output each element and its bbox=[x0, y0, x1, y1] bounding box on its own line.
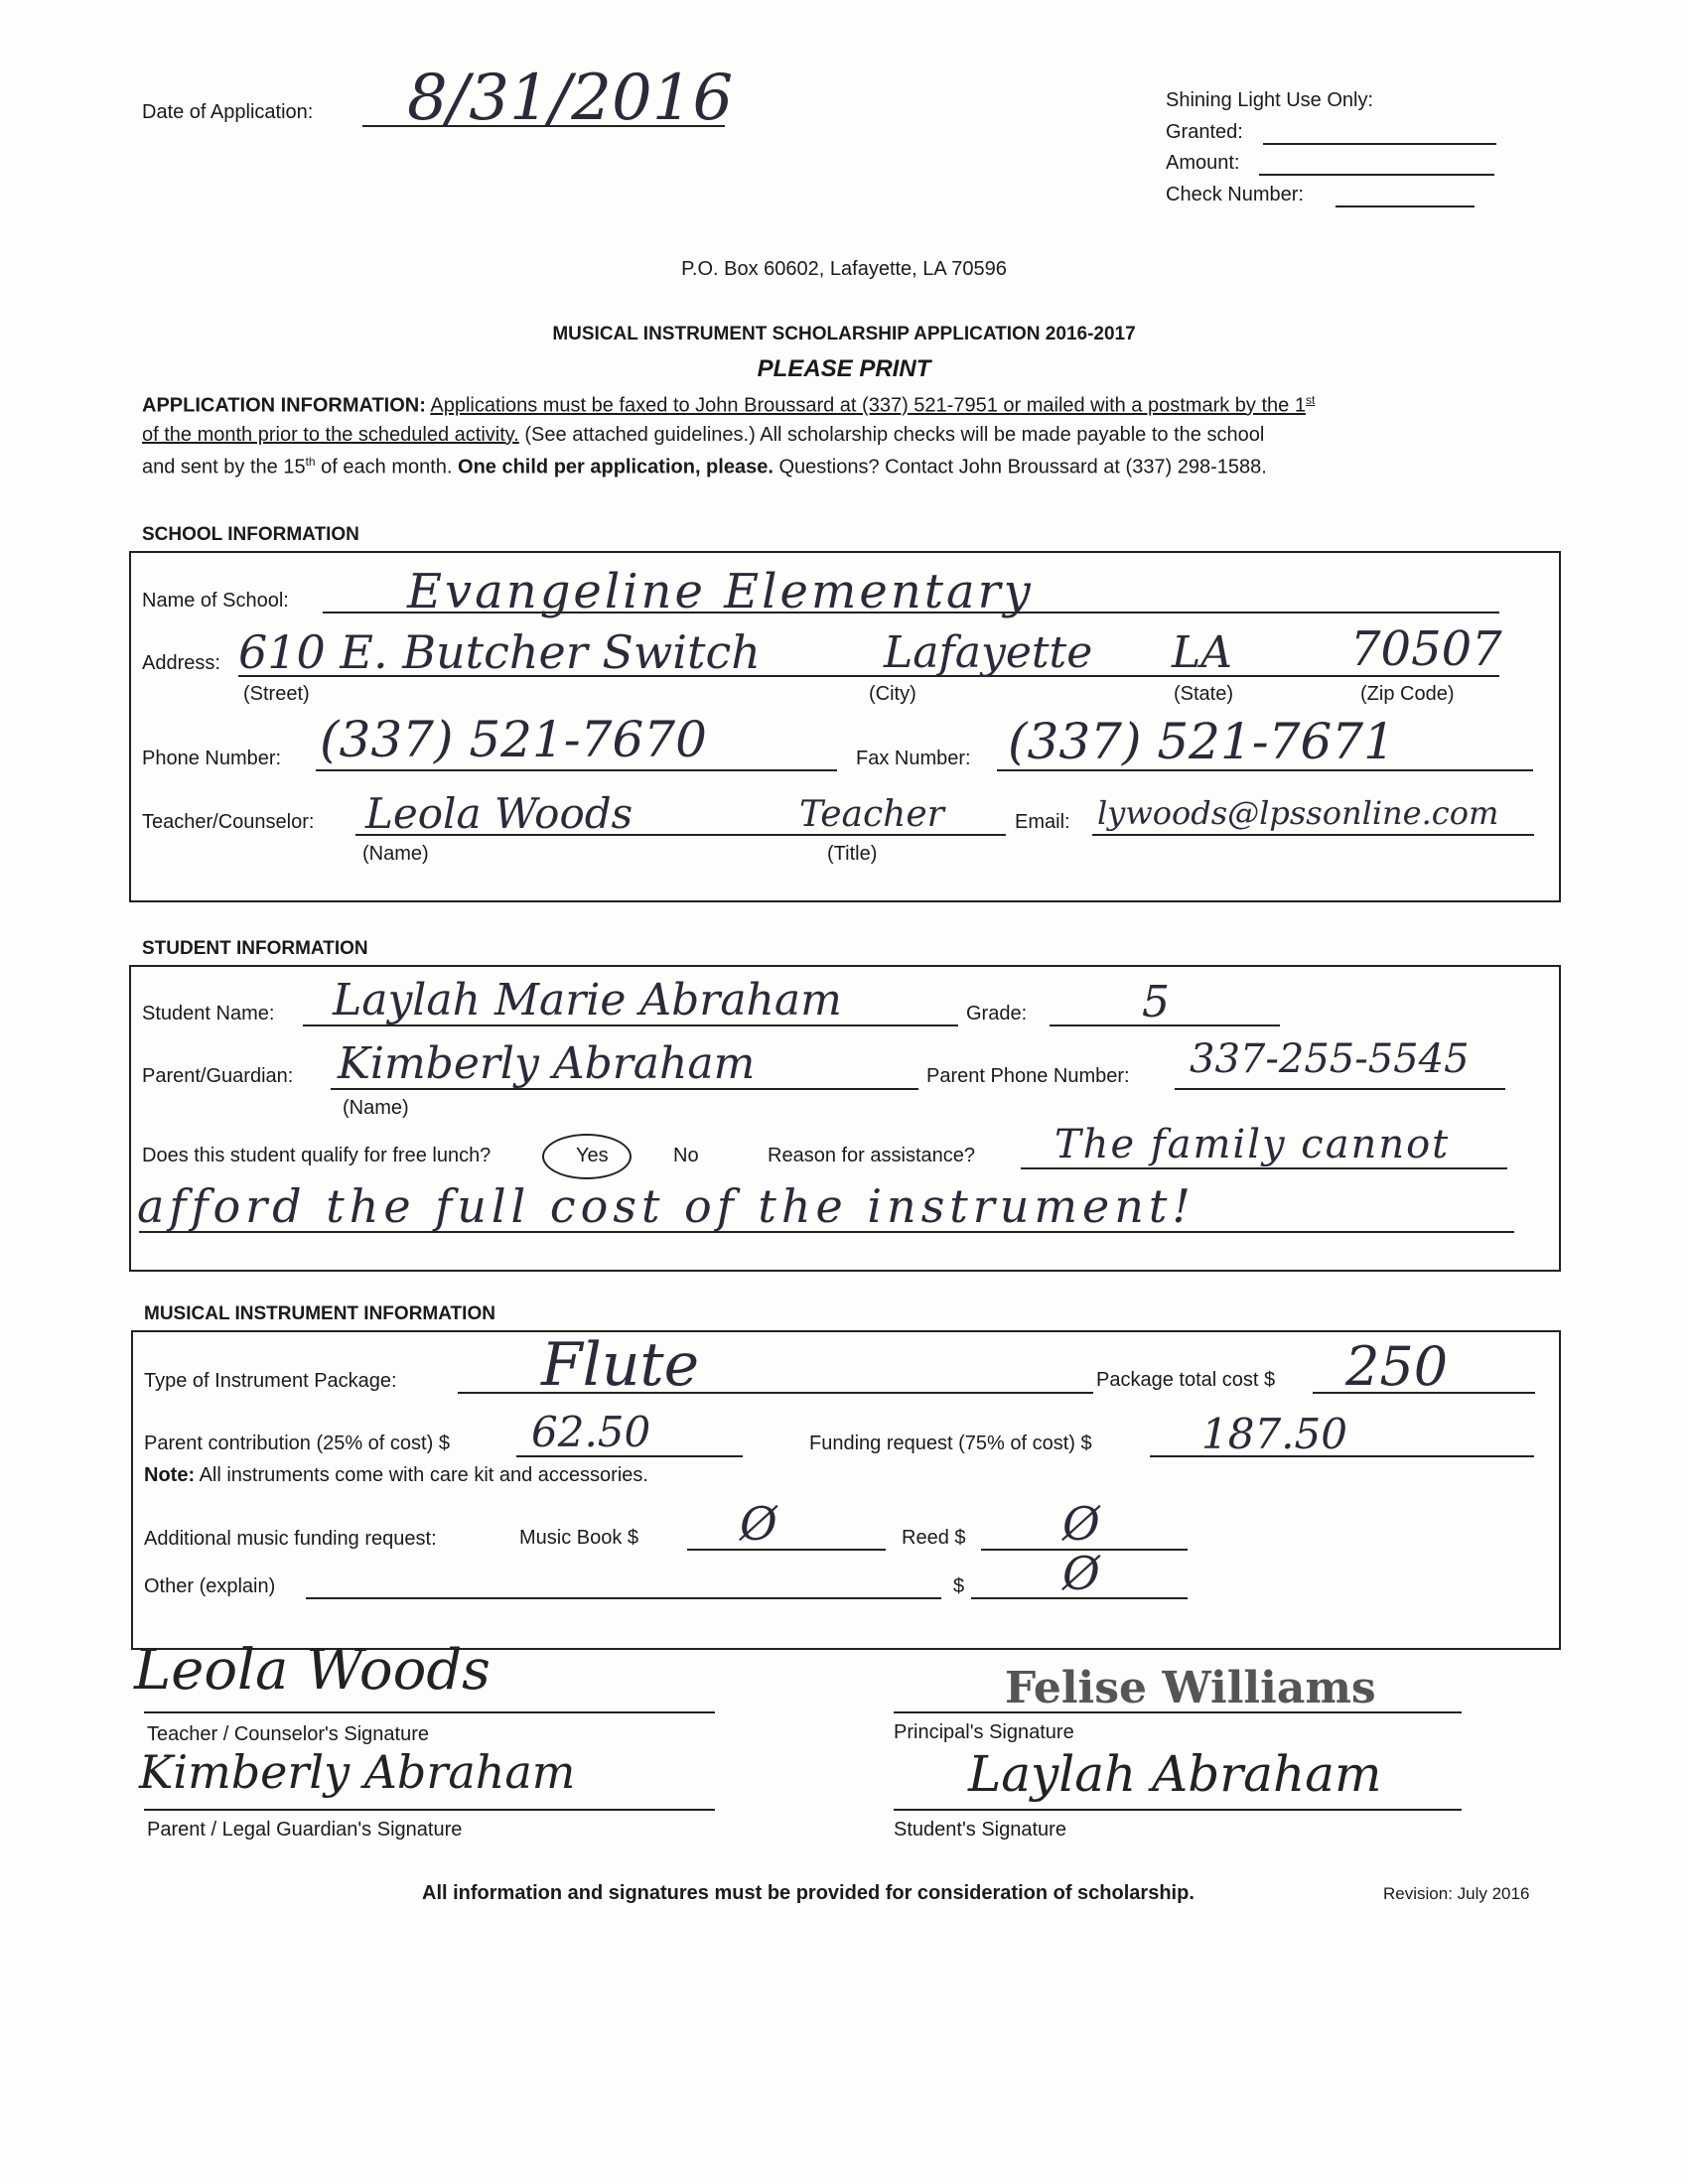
parent-signature-caption: Parent / Legal Guardian's Signature bbox=[147, 1819, 463, 1841]
app-info-label: APPLICATION INFORMATION: bbox=[142, 394, 426, 417]
package-total-label: Package total cost $ bbox=[1096, 1369, 1276, 1391]
parent-label: Parent/Guardian: bbox=[142, 1065, 294, 1087]
note-line bbox=[144, 1464, 648, 1487]
note-label: Note: bbox=[144, 1464, 196, 1486]
parent-signature-line[interactable] bbox=[144, 1809, 715, 1811]
parent-signature: Kimberly Abraham bbox=[139, 1745, 576, 1799]
reason-line-1[interactable] bbox=[1021, 1167, 1507, 1169]
office-use-title: Shining Light Use Only: bbox=[1166, 89, 1374, 111]
zip-caption: (Zip Code) bbox=[1360, 683, 1455, 705]
grade-value[interactable]: 5 bbox=[1142, 977, 1170, 1027]
app-info-underlined-1: Applications must be faxed to John Broussard at (337) 521-7951 or mailed with a postmark by the 1 bbox=[430, 394, 1306, 417]
teacher-title-value[interactable]: Teacher bbox=[799, 794, 944, 835]
principal-signature-line[interactable] bbox=[894, 1711, 1462, 1713]
app-info-line1 bbox=[142, 393, 1315, 418]
state-value[interactable]: LA bbox=[1172, 627, 1232, 678]
reed-value[interactable]: Ø bbox=[1062, 1497, 1100, 1551]
fax-value[interactable]: (337) 521-7671 bbox=[1008, 713, 1395, 770]
date-label: Date of Application: bbox=[142, 101, 314, 123]
teacher-name-value[interactable]: Leola Woods bbox=[365, 789, 633, 838]
app-info-line2 bbox=[142, 424, 1264, 447]
street-caption: (Street) bbox=[243, 683, 310, 705]
city-caption: (City) bbox=[869, 683, 916, 705]
app-info-sup-st: st bbox=[1305, 393, 1316, 407]
org-address: P.O. Box 60602, Lafayette, LA 70596 bbox=[681, 258, 1007, 280]
date-value[interactable]: 8/31/2016 bbox=[407, 62, 734, 135]
check-number-label: Check Number: bbox=[1166, 184, 1304, 205]
parent-phone-label: Parent Phone Number: bbox=[926, 1065, 1130, 1087]
other-label: Other (explain) bbox=[144, 1575, 276, 1597]
student-signature-line[interactable] bbox=[894, 1809, 1462, 1811]
app-info-sup-th: th bbox=[305, 455, 316, 469]
city-value[interactable]: Lafayette bbox=[884, 627, 1093, 678]
teacher-signature: Leola Woods bbox=[134, 1638, 491, 1703]
state-caption: (State) bbox=[1174, 683, 1234, 705]
parent-name-caption: (Name) bbox=[343, 1097, 409, 1119]
granted-label: Granted: bbox=[1166, 121, 1243, 143]
phone-line[interactable] bbox=[316, 769, 837, 771]
teacher-signature-line[interactable] bbox=[144, 1711, 715, 1713]
grade-label: Grade: bbox=[966, 1003, 1028, 1024]
app-info-text-3b: of each month. bbox=[315, 456, 459, 478]
school-name-label: Name of School: bbox=[142, 590, 289, 612]
school-name-value[interactable]: Evangeline Elementary bbox=[407, 564, 1034, 619]
instrument-section-title: MUSICAL INSTRUMENT INFORMATION bbox=[144, 1303, 495, 1324]
teacher-title-caption: (Title) bbox=[827, 843, 878, 865]
instrument-type-value[interactable]: Flute bbox=[541, 1330, 700, 1400]
other-explain-line[interactable] bbox=[306, 1597, 941, 1599]
app-info-line3 bbox=[142, 455, 1267, 479]
email-line[interactable] bbox=[1092, 834, 1534, 836]
check-number-line[interactable] bbox=[1336, 205, 1475, 207]
instrument-type-label: Type of Instrument Package: bbox=[144, 1370, 397, 1392]
student-signature: Laylah Abraham bbox=[968, 1745, 1382, 1803]
package-total-value[interactable]: 250 bbox=[1345, 1335, 1449, 1398]
please-print: PLEASE PRINT bbox=[757, 355, 931, 382]
parent-contribution-value[interactable]: 62.50 bbox=[531, 1408, 651, 1456]
reason-value-2[interactable]: afford the full cost of the instrument! bbox=[137, 1179, 1196, 1233]
free-lunch-question: Does this student qualify for free lunch? bbox=[142, 1145, 492, 1166]
reason-label: Reason for assistance? bbox=[768, 1145, 976, 1166]
additional-funding-label: Additional music funding request: bbox=[144, 1528, 437, 1550]
reason-value-1[interactable]: The family cannot bbox=[1055, 1122, 1451, 1167]
amount-label: Amount: bbox=[1166, 152, 1240, 174]
student-name-value[interactable]: Laylah Marie Abraham bbox=[333, 975, 842, 1025]
amount-line[interactable] bbox=[1259, 174, 1494, 176]
email-value[interactable]: lywoods@lpssonline.com bbox=[1097, 794, 1499, 832]
app-info-underlined-2: of the month prior to the scheduled activity. bbox=[142, 424, 519, 446]
note-text: All instruments come with care kit and accessories. bbox=[195, 1464, 648, 1486]
app-info-text-3a: and sent by the 15 bbox=[142, 456, 306, 478]
parent-phone-value[interactable]: 337-255-5545 bbox=[1190, 1036, 1470, 1082]
phone-label: Phone Number: bbox=[142, 748, 282, 769]
principal-signature-caption: Principal's Signature bbox=[894, 1721, 1074, 1743]
other-dollar-sign: $ bbox=[953, 1575, 965, 1597]
teacher-label: Teacher/Counselor: bbox=[142, 811, 315, 833]
app-info-text-3c: Questions? Contact John Broussard at (337) 298-1588. bbox=[773, 456, 1267, 478]
app-info-one-child: One child per application, please. bbox=[458, 456, 774, 478]
parent-phone-line[interactable] bbox=[1175, 1088, 1505, 1090]
student-name-label: Student Name: bbox=[142, 1003, 275, 1024]
lunch-no-option[interactable]: No bbox=[673, 1145, 699, 1166]
granted-line[interactable] bbox=[1263, 143, 1496, 145]
other-amount-value[interactable]: Ø bbox=[1062, 1547, 1100, 1600]
app-info-text-2: (See attached guidelines.) All scholarship checks will be made payable to the school bbox=[518, 424, 1265, 446]
form-title: MUSICAL INSTRUMENT SCHOLARSHIP APPLICATION 2016-2017 bbox=[552, 324, 1136, 344]
student-section-title: STUDENT INFORMATION bbox=[142, 938, 368, 959]
email-label: Email: bbox=[1015, 811, 1070, 833]
phone-value[interactable]: (337) 521-7670 bbox=[320, 711, 707, 768]
funding-request-value[interactable]: 187.50 bbox=[1201, 1410, 1347, 1458]
music-book-line[interactable] bbox=[687, 1549, 886, 1551]
teacher-signature-caption: Teacher / Counselor's Signature bbox=[147, 1723, 429, 1745]
zip-value[interactable]: 70507 bbox=[1350, 621, 1502, 677]
street-value[interactable]: 610 E. Butcher Switch bbox=[238, 625, 761, 679]
music-book-value[interactable]: Ø bbox=[740, 1497, 777, 1551]
parent-value[interactable]: Kimberly Abraham bbox=[338, 1038, 756, 1089]
footer-notice: All information and signatures must be provided for consideration of scholarship. bbox=[422, 1882, 1195, 1904]
principal-signature: Felise Williams bbox=[1005, 1663, 1376, 1713]
student-signature-caption: Student's Signature bbox=[894, 1819, 1066, 1841]
funding-request-label: Funding request (75% of cost) $ bbox=[809, 1433, 1092, 1454]
music-book-label: Music Book $ bbox=[519, 1527, 639, 1549]
school-section-title: SCHOOL INFORMATION bbox=[142, 524, 359, 545]
revision-text: Revision: July 2016 bbox=[1383, 1884, 1530, 1903]
parent-contribution-label: Parent contribution (25% of cost) $ bbox=[144, 1433, 450, 1454]
lunch-yes-option[interactable]: Yes bbox=[576, 1145, 609, 1166]
fax-label: Fax Number: bbox=[856, 748, 971, 769]
address-label: Address: bbox=[142, 652, 220, 674]
teacher-name-caption: (Name) bbox=[362, 843, 429, 865]
reed-label: Reed $ bbox=[902, 1527, 966, 1549]
